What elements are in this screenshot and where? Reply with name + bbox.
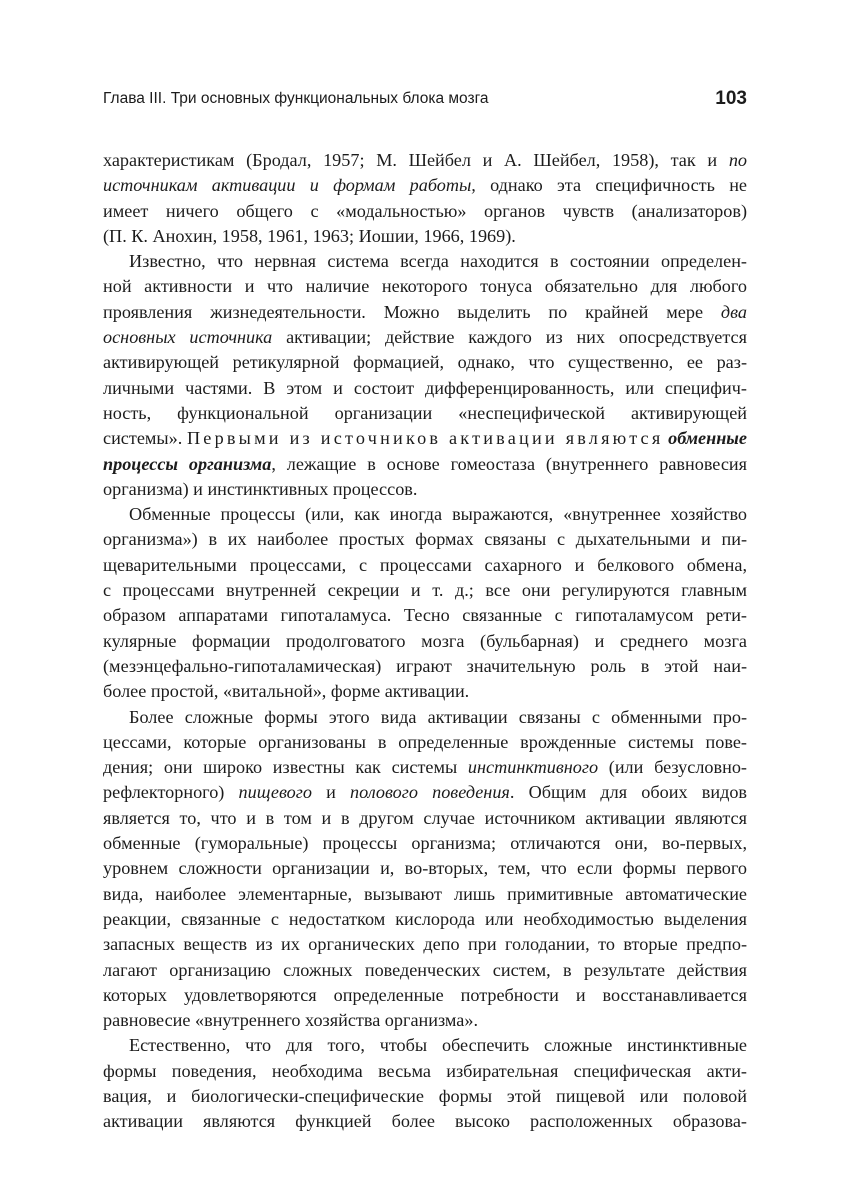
text-line [103,553,747,578]
text-line [103,780,747,805]
text-run: (П. К. Анохин, 1958, 1961, 1963; Иошии, 1966, 1969). [103,225,516,246]
text-run: ность, функциональной организации «неспецифической активирующей [103,402,747,423]
text-run: , лежащие в основе гомеостаза (внутреннего равновесия [271,453,747,474]
text-run: ной активности и что наличие некоторого тонуса обязательно для любого [103,276,747,297]
paragraph [103,1033,747,1134]
text-run: (или безусловно- [598,757,747,778]
bold-italic-term: процессы организма [103,453,272,474]
text-run: личными частями. В этом и состоит дифференцированность, или специфич- [103,377,747,398]
text-run: является то, что и в том и в другом случае источником активации являются [103,807,747,828]
bold-italic-term: обменные [668,428,747,449]
text-run: формы поведения, необходима весьма избирательная специфическая акти- [103,1060,747,1081]
italic-term: полового поведения [350,782,510,803]
text-run: Обменные процессы (или, как иногда выражаются, «внутреннее хозяйство [129,504,747,525]
text-run: обменные (гуморальные) процессы организма; отличаются они, во-первых, [103,833,747,854]
text-line [103,983,747,1008]
text-line [103,376,747,401]
text-run: Естественно, что для того, чтобы обеспечить сложные инстинктивные [129,1035,747,1056]
text-run: более простой, «витальной», форме активации. [103,681,470,702]
text-run: с процессами внутренней секреции и т. д.; все они регулируются главным [103,580,747,601]
text-line [103,325,747,350]
text-run: вация, и биологически-специфические формы этой пищевой или половой [103,1085,747,1106]
text-run: проявления жизнедеятельности. Можно выделить по крайней мере [103,301,721,322]
text-line [103,629,747,654]
text-line [103,603,747,628]
text-line [103,527,747,552]
italic-term: основных источника [103,327,273,348]
text-line [103,148,747,173]
italic-term: по [728,150,747,170]
text-line [103,730,747,755]
text-line [103,831,747,856]
text-run: характеристикам (Бродал, 1957; М. Шейбел и А. Шейбел, 1958), так и [103,150,729,170]
text-run: уровнем сложности организации и, во-вторых, тем, что если формы первого [103,858,747,879]
text-run: рефлекторного) [103,782,239,803]
text-line [103,350,747,375]
text-run: дения; они широко известны как системы [103,757,468,778]
text-run: Известно, что нервная система всегда находится в состоянии определен- [129,251,747,272]
chapter-title: Глава III. Три основных функциональных блока мозга [103,90,489,107]
text-line [103,578,747,603]
text-line [103,1033,747,1058]
spaced-emphasis: Первыми из источников активации являются [186,428,664,449]
italic-term: пищевого [238,782,312,803]
text-run: кулярные формации продолговатого мозга (бульбарная) и среднего мозга [103,630,747,651]
text-run: вида, наиболее элементарные, вызывают лишь примитивные автоматические [103,883,747,904]
text-line [103,502,747,527]
text-line [103,755,747,780]
text-run: и [311,782,351,803]
paragraph [103,249,747,502]
text-line [103,1008,747,1033]
text-line [103,274,747,299]
text-run: . Общим для обоих видов [509,782,747,803]
text-line [103,882,747,907]
text-line [103,426,747,451]
text-run: которых удовлетворяются определенные потребности и восстанавливается [103,984,747,1005]
text-run: реакции, связанные с недостатком кислорода или необходимостью выделения [103,908,747,929]
running-head [103,88,747,110]
body-text [103,148,747,1135]
paragraph [103,705,747,1034]
text-run: запасных веществ из их органических депо при голодании, то вторые предпо- [103,934,747,955]
italic-term: два [720,301,747,322]
text-line [103,1059,747,1084]
text-run: цессами, которые организованы в определенные врожденные системы пове- [103,731,747,752]
text-run: имеет ничего общего с «модальностью» органов чувств (анализаторов) [103,200,747,221]
text-run: активации; действие каждого из них опосредствуется [272,327,747,348]
text-line [103,477,747,502]
text-run: однако эта специфичность не [475,175,747,196]
text-line [103,249,747,274]
text-line [103,1084,747,1109]
text-line [103,679,747,704]
text-line [103,300,747,325]
text-line [103,705,747,730]
text-run: (мезэнцефально-гипоталамическая) играют значительную роль в этой наи- [103,655,747,676]
text-line [103,1109,747,1134]
text-run: активации являются функцией более высоко расположенных образова- [103,1111,747,1132]
text-run: организма») в их наиболее простых формах связаны с дыхательными и пи- [103,529,747,550]
text-run: щеварительными процессами, с процессами сахарного и белкового обмена, [103,554,747,575]
text-line [103,452,747,477]
text-line [103,401,747,426]
text-run: системы». [103,428,187,449]
text-line [103,958,747,983]
text-line [103,199,747,224]
text-run: равновесие «внутреннего хозяйства организма». [103,1010,479,1031]
text-run: организма) и инстинктивных процессов. [103,478,418,499]
page-number: 103 [715,88,747,109]
text-line [103,806,747,831]
text-line [103,654,747,679]
text-line [103,224,747,249]
paragraph [103,148,747,249]
text-run: образом аппаратами гипоталамуса. Тесно связанные с гипоталамусом рети- [103,605,747,626]
italic-term: источникам активации и формам работы, [103,175,476,196]
text-line [103,173,747,198]
text-run: активирующей ретикулярной формацией, однако, что существенно, ее раз- [103,352,747,373]
paragraph [103,502,747,704]
text-line [103,907,747,932]
text-line [103,932,747,957]
text-run: лагают организацию сложных поведенческих систем, в результате действия [103,959,747,980]
text-run: Более сложные формы этого вида активации связаны с обменными про- [129,706,747,727]
italic-term: инстинктивного [467,757,599,778]
text-line [103,856,747,881]
